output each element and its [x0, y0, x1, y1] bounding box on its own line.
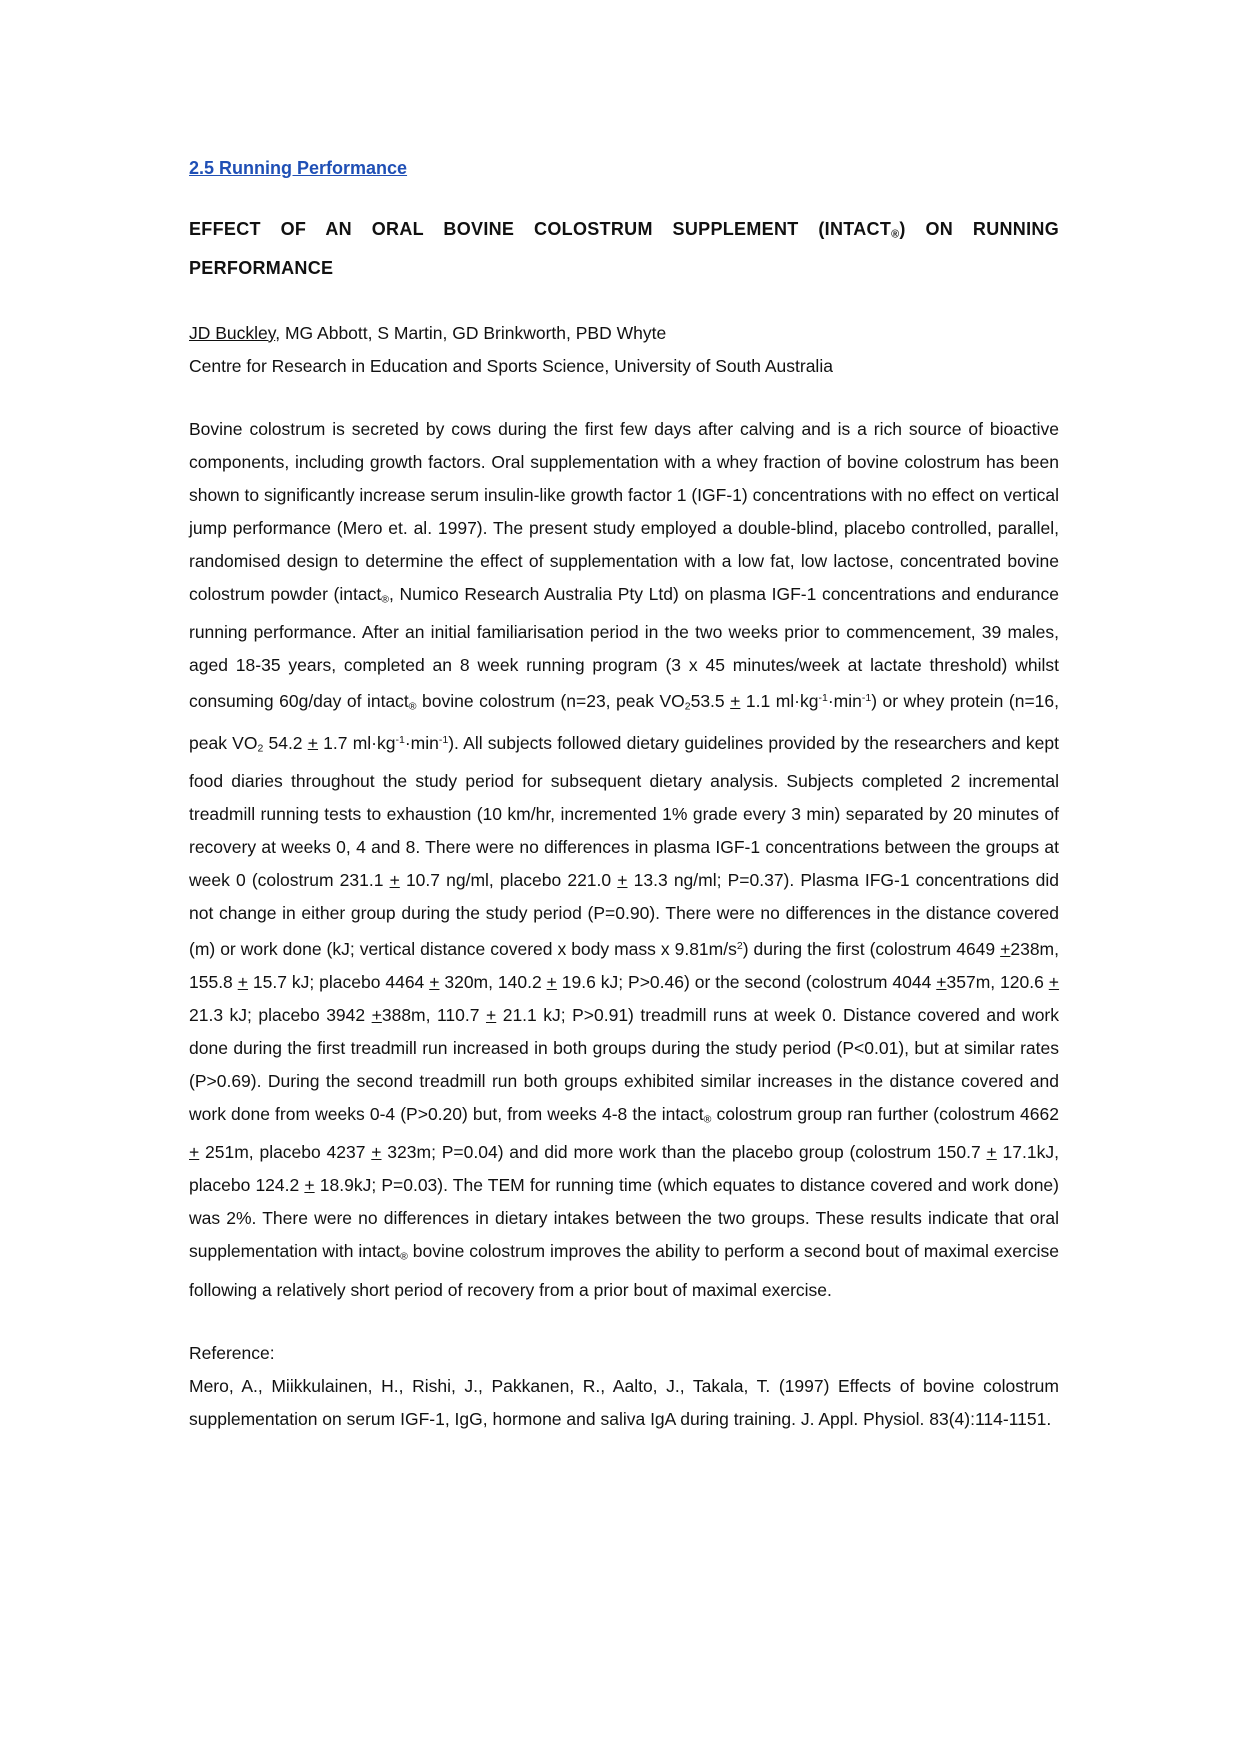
- author-list: JD Buckley, MG Abbott, S Martin, GD Brinkworth, PBD Whyte: [189, 322, 667, 343]
- presenting-author: JD Buckley: [189, 322, 276, 343]
- abstract-body: Bovine colostrum is secreted by cows during the first few days after calving and is a rich source of bioactive components, including growth factors. Oral supplementation with a whey fraction of bovine colostrum has been shown to significantly increase serum insulin-like growth factor 1 (IGF-1) concentrations with no effect on vertical jump performance (Mero et. al. 1997). The present study employed a double-blind, placebo controlled, parallel, randomised design to determine the effect of supplementation with a low fat, low lactose, concentrated bovine colostrum powder (intact$_®$, Numico Research Australia Pty Ltd) on plasma IGF-1 concentrations and endurance running performance. After an initial familiarisation period in the two weeks prior to commencement, 39 males, aged 18-35 years, completed an 8 week running program (3 x 45 minutes/week at lactate threshold) whilst consuming 60g/day of intact$_®$ bovine colostrum (n=23, peak $VO_253.5 + 1.1$ $ml\cdot kg^{-1}\cdot\min^{-1}$) or whey protein (n=16, peak $VO_2$ 54.2 + 1.7 $ml\cdot kg^{-1}\cdot\min^{-1}$). All subjects followed dietary guidelines provided by the researchers and kept food diaries throughout the study period for subsequent dietary analysis. Subjects completed 2 incremental treadmill running tests to exhaustion (10 km/hr, incremented 1% grade every 3 min) separated by 20 minutes of recovery at weeks 0, 4 and 8. There were no differences in plasma IGF-1 concentrations between the groups at week 0 (colostrum 231.1 + 10.7 ng/ml, placebo 221.0 + 13.3 ng/ml; P=0.37). Plasma IFG-1 concentrations did not change in either group during the study period (P=0.90). There were no differences in the distance covered (m) or work done (kJ; vertical distance covered x body mass x $9.81m/s^2$) during the first (colostrum 4649 +238m, 155.8 + 15.7 kJ; placebo 4464 + 320m, 140.2 + 19.6 kJ; P>0.46) or the second (colostrum 4044 +357m, 120.6 + 21.3 kJ; placebo 3942 +388m, 110.7 + 21.1 kJ; P>0.91) treadmill runs at week 0. Distance covered and work done during the first treadmill run increased in both groups during the study period (P<0.01), but at similar rates (P>0.69). During the second treadmill run both groups exhibited similar increases in the distance covered and work done from weeks 0-4 (P>0.20) but, from weeks 4-8 the intact$_®$ colostrum group ran further (colostrum 4662 + 251m, placebo 4237 + 323m; P=0.04) and did more work than the placebo group (colostrum 150.7 + 17.1kJ, placebo 124.2 + 18.9kJ; P=0.03). The TEM for running time (which equates to distance covered and work done) was 2%. There were no differences in dietary intakes between the two groups. These results indicate that oral supplementation with intact$_®$ bovine colostrum improves the ability to perform a second bout of maximal exercise following a relatively short period of recovery from a prior bout of maximal exercise.: [189, 418, 1060, 1301]
- reference-label: Reference:: [189, 1343, 275, 1364]
- document-page: [189, 158, 1059, 1436]
- paper-title: EFFECT OF AN ORAL BOVINE COLOSTRUM SUPPLEMENT $(INTACT_®)$ ON RUNNING PERFORMANCE: [189, 219, 1060, 278]
- section-heading-link[interactable]: 2.5 Running Performance: [189, 158, 408, 178]
- reference-citation: Mero, A., Miikkulainen, H., Rishi, J., Pakkanen, R., Aalto, J., Takala, T. (1997) Effects of bovine colostrum supplementation on serum IGF-1, IgG, hormone and saliva IgA during training. J. Appl. Physiol. 83(4):114-1151.: [189, 1376, 1059, 1430]
- affiliation: Centre for Research in Education and Sports Science, University of South Australia: [189, 355, 833, 376]
